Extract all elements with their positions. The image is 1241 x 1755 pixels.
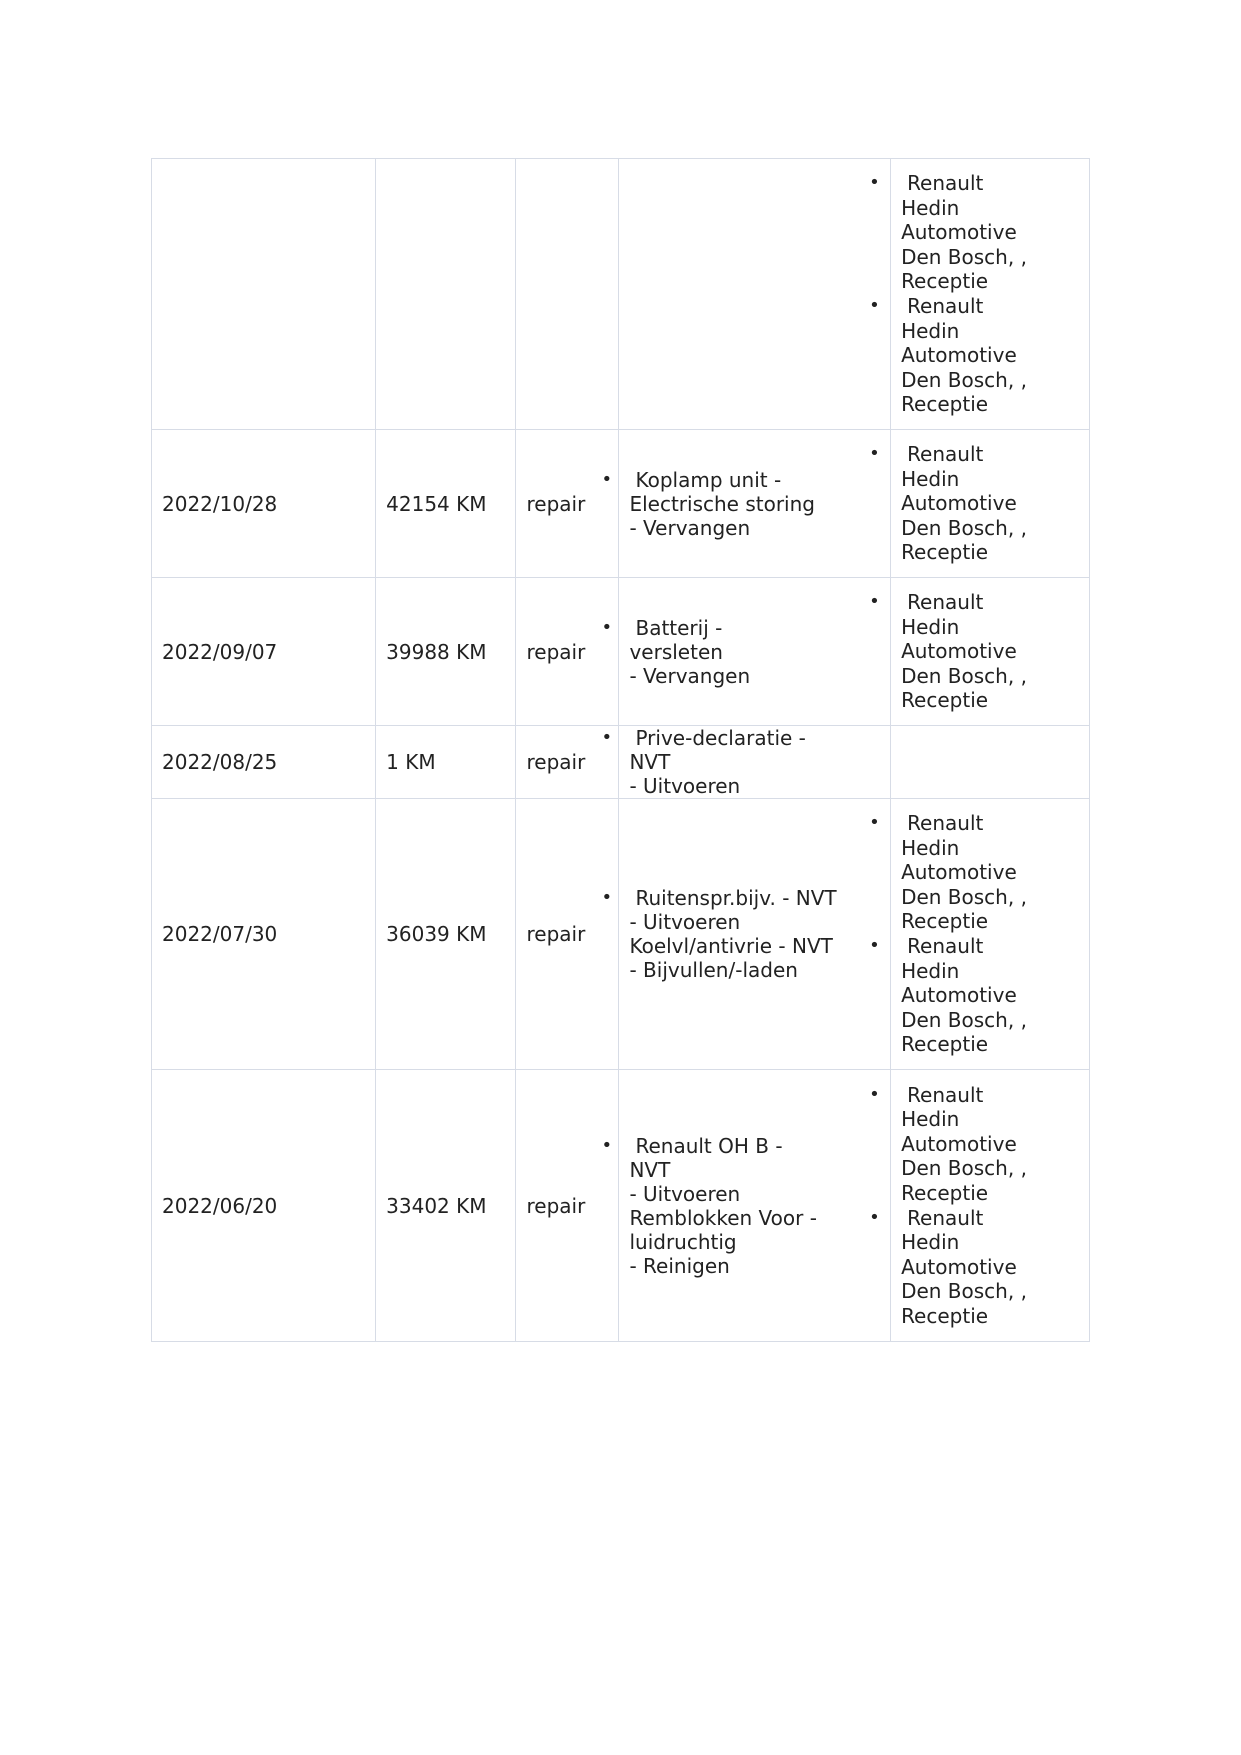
date-cell: 2022/07/30 [152, 799, 376, 1070]
table-row [152, 1070, 1090, 1342]
table-body [152, 159, 1090, 1342]
garage-list-item: • Renault Hedin Automotive Den Bosch, , Receptie [901, 934, 1079, 1057]
work-list-item: • Koplamp unit - Electrische storing - Vervangen [629, 468, 880, 540]
mileage-cell: 33402 KM [376, 1070, 516, 1342]
type-cell [516, 159, 619, 430]
date-cell: 2022/10/28 [152, 430, 376, 578]
garage-list-item: • Renault Hedin Automotive Den Bosch, , Receptie [901, 442, 1079, 565]
date-cell: 2022/09/07 [152, 578, 376, 726]
date-cell: 2022/08/25 [152, 726, 376, 799]
work-cell [619, 159, 891, 430]
table-row [152, 578, 1090, 726]
maintenance-history-table [151, 158, 1090, 1342]
garage-list-item: • Renault Hedin Automotive Den Bosch, , Receptie [901, 590, 1079, 713]
garage-cell [891, 159, 1090, 430]
mileage-cell: 42154 KM [376, 430, 516, 578]
garage-list-item: • Renault Hedin Automotive Den Bosch, , Receptie [901, 1206, 1079, 1329]
type-cell: repair [516, 430, 619, 578]
garage-list-item: • Renault Hedin Automotive Den Bosch, , Receptie [901, 811, 1079, 934]
work-list-item: • Prive-declaratie - NVT - Uitvoeren [629, 726, 880, 798]
garage-cell [891, 1070, 1090, 1342]
mileage-cell: 1 KM [376, 726, 516, 799]
type-cell: repair [516, 799, 619, 1070]
table-row [152, 799, 1090, 1070]
work-cell [619, 578, 891, 726]
work-list-item: • Ruitenspr.bijv. - NVT - Uitvoeren Koelvl/antivrie - NVT - Bijvullen/-laden [629, 886, 880, 982]
date-cell: 2022/06/20 [152, 1070, 376, 1342]
work-cell [619, 1070, 891, 1342]
table-row [152, 726, 1090, 799]
garage-list-item: • Renault Hedin Automotive Den Bosch, , Receptie [901, 294, 1079, 417]
mileage-cell: 36039 KM [376, 799, 516, 1070]
type-cell: repair [516, 1070, 619, 1342]
garage-list-item: • Renault Hedin Automotive Den Bosch, , Receptie [901, 1083, 1079, 1206]
work-cell [619, 726, 891, 799]
mileage-cell [376, 159, 516, 430]
garage-cell [891, 726, 1090, 799]
garage-cell [891, 430, 1090, 578]
mileage-cell: 39988 KM [376, 578, 516, 726]
work-cell [619, 430, 891, 578]
type-cell: repair [516, 726, 619, 799]
work-list-item: • Renault OH B - NVT - Uitvoeren Remblokken Voor - luidruchtig - Reinigen [629, 1134, 880, 1278]
table-row [152, 430, 1090, 578]
garage-cell [891, 799, 1090, 1070]
table-row [152, 159, 1090, 430]
garage-list-item: • Renault Hedin Automotive Den Bosch, , Receptie [901, 171, 1079, 294]
date-cell [152, 159, 376, 430]
work-cell [619, 799, 891, 1070]
garage-cell [891, 578, 1090, 726]
type-cell: repair [516, 578, 619, 726]
work-list-item: • Batterij - versleten - Vervangen [629, 616, 880, 688]
